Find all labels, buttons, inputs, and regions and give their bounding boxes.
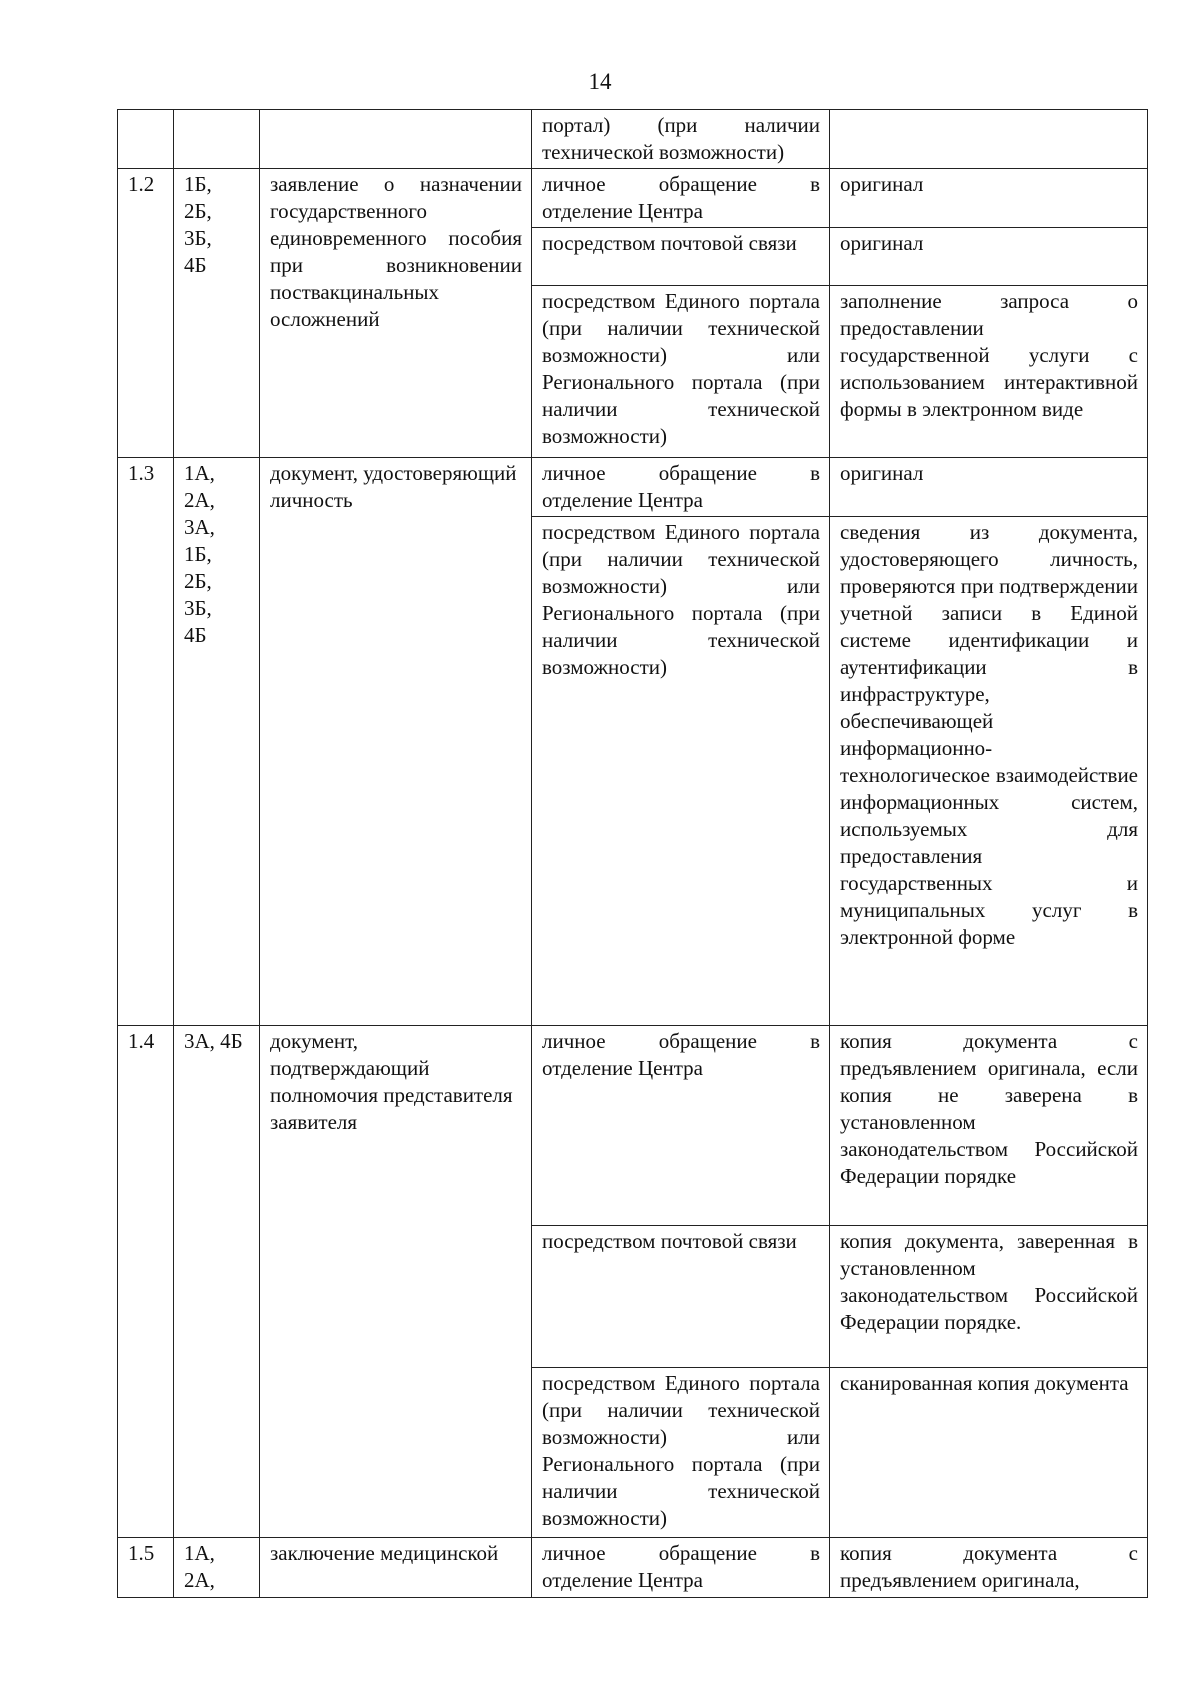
document-form-cell: копия документа с предъявлением оригинала,	[830, 1538, 1148, 1598]
table-row	[118, 1538, 1148, 1598]
category-code: 1Б,	[184, 542, 212, 566]
category-code: 1А,	[184, 461, 215, 485]
submission-method-cell: посредством Единого портала (при наличии технической возможности) или Регионального портала (при наличии технической возможности)	[532, 517, 830, 1026]
document-form-cell: сканированная копия документа	[830, 1368, 1148, 1538]
category-code: 2Б,	[184, 569, 212, 593]
row-number-cell: 1.4	[118, 1026, 174, 1538]
category-code: 4Б	[184, 253, 207, 277]
submission-method-cell: посредством Единого портала (при наличии технической возможности) или Регионального портала (при наличии технической возможности)	[532, 286, 830, 458]
submission-method-cell: личное обращение в отделение Центра	[532, 169, 830, 228]
category-code: 2Б,	[184, 199, 212, 223]
document-name-cell: документ, удостоверяющий личность	[260, 458, 532, 1026]
row-number-cell: 1.3	[118, 458, 174, 1026]
row-number-cell: 1.5	[118, 1538, 174, 1598]
table-row	[118, 169, 1148, 228]
document-form-cell: оригинал	[830, 169, 1148, 228]
document-form-cell: оригинал	[830, 458, 1148, 517]
document-name-cell: заключение медицинской	[260, 1538, 532, 1598]
category-code: 1А,	[184, 1541, 215, 1565]
table-row	[118, 1026, 1148, 1226]
category-code: 1Б,	[184, 172, 212, 196]
category-code: 3Б,	[184, 226, 212, 250]
document-form-cell: заполнение запроса о предоставлении государственной услуги с использованием интерактивной формы в электронном виде	[830, 286, 1148, 458]
category-code: 3А,	[184, 515, 215, 539]
submission-method-cell: личное обращение в отделение Центра	[532, 458, 830, 517]
document-name-cell: заявление о назначении государственного единовременного пособия при возникновении поствакцинальных осложнений	[260, 169, 532, 458]
category-cell	[174, 169, 260, 458]
document-name-cell	[260, 110, 532, 169]
category-cell	[174, 1538, 260, 1598]
submission-method-cell: портал) (при наличии технической возможности)	[532, 110, 830, 169]
category-code: 2А,	[184, 1568, 215, 1592]
document-form-cell	[830, 110, 1148, 169]
category-code: 2А,	[184, 488, 215, 512]
submission-method-cell: личное обращение в отделение Центра	[532, 1538, 830, 1598]
document-name-cell: документ, подтверждающий полномочия представителя заявителя	[260, 1026, 532, 1538]
page-number: 14	[588, 69, 612, 94]
submission-method-cell: посредством почтовой связи	[532, 228, 830, 286]
category-code: 3А, 4Б	[184, 1029, 243, 1053]
category-code: 3Б,	[184, 596, 212, 620]
category-cell	[174, 1026, 260, 1538]
submission-method-cell: личное обращение в отделение Центра	[532, 1026, 830, 1226]
category-cell	[174, 110, 260, 169]
row-number-cell: 1.2	[118, 169, 174, 458]
document-form-cell: копия документа с предъявлением оригинала, если копия не заверена в установленном законодательством Российской Федерации порядке	[830, 1026, 1148, 1226]
table-row	[118, 110, 1148, 169]
submission-method-cell: посредством почтовой связи	[532, 1226, 830, 1368]
table-row	[118, 458, 1148, 517]
submission-method-cell: посредством Единого портала (при наличии технической возможности) или Регионального портала (при наличии технической возможности)	[532, 1368, 830, 1538]
document-form-cell: сведения из документа, удостоверяющего личность, проверяются при подтверждении учетной записи в Единой системе идентификации и аутентификации в инфраструктуре, обеспечивающей информационно-технологическое взаимодействие информационных систем, используемых для предоставления государственных и муниципальных услуг в электронной форме	[830, 517, 1148, 1026]
document-form-cell: оригинал	[830, 228, 1148, 286]
category-cell	[174, 458, 260, 1026]
row-number-cell	[118, 110, 174, 169]
category-code: 4Б	[184, 623, 207, 647]
document-form-cell: копия документа, заверенная в установленном законодательством Российской Федерации порядке.	[830, 1226, 1148, 1368]
documents-table	[117, 109, 1148, 1598]
